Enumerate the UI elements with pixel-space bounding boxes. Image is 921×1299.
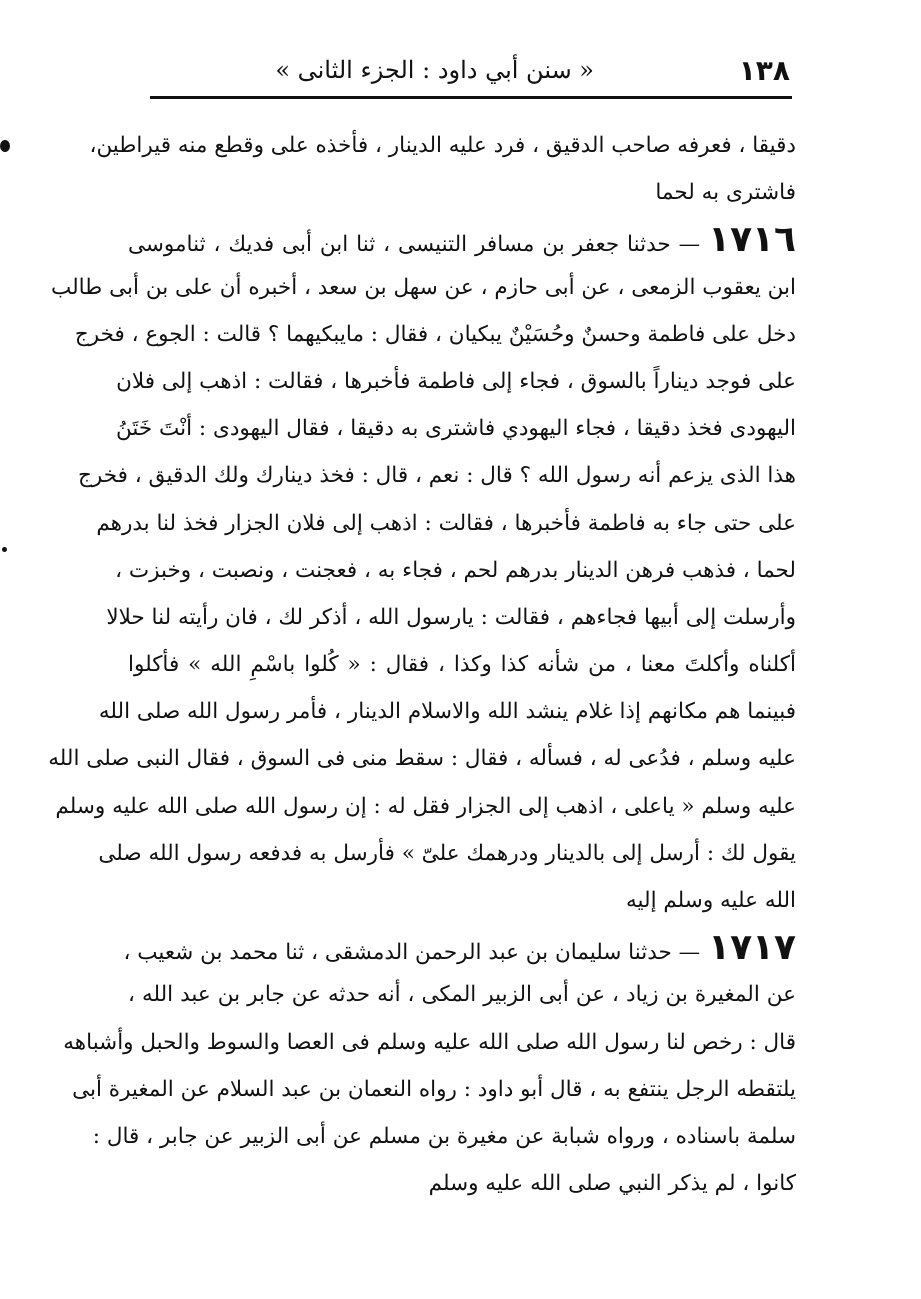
text-line: كانوا ، لم يذكر النبي صلى الله عليه وسلم: [428, 1171, 796, 1197]
text-line: فاشترى به لحما: [655, 180, 796, 206]
margin-mark: [0, 140, 10, 152]
running-title: « سنن أبي داود : الجزء الثانى »: [275, 56, 594, 84]
page-number: ١٣٨: [738, 54, 790, 87]
text-line: سلمة باسناده ، ورواه شبابة عن مغيرة بن مسلم عن أبى الزبير عن جابر ، قال :: [92, 1123, 796, 1149]
text-line: ابن يعقوب الزمعى ، عن أبى حازم ، عن سهل بن سعد ، أخبره أن على بن أبى طالب: [50, 274, 796, 300]
hadith-opening-text: — حدثنا سليمان بن عبد الرحمن الدمشقى ، ثنا محمد بن شعيب ،: [123, 940, 701, 966]
text-line: يلتقطه الرجل ينتفع به ، قال أبو داود : رواه النعمان بن عبد السلام عن المغيرة أبى: [72, 1076, 796, 1102]
hadith-number: ١٧١٧: [708, 927, 796, 969]
body-text: [48, 122, 796, 1207]
text-line: الله عليه وسلم إليه: [626, 888, 796, 913]
margin-mark: [2, 547, 7, 552]
text-line: عليه وسلم ، فدُعى له ، فسأله ، فقال : سقط منى فى السوق ، فقال النبى صلى الله: [48, 746, 796, 772]
header-rule: [150, 96, 792, 99]
text-line: وأرسلت إلى أبيها فجاءهم ، فقالت : يارسول الله ، أذكر لك ، فان رأيته لنا حلالا: [106, 604, 796, 630]
hadith-first-line: [123, 924, 796, 971]
page-header: [150, 50, 790, 96]
text-line: دخل على فاطمة وحسنٌ وحُسَيْنٌ يبكيان ، فقال : مايبكيهما ؟ قالت : الجوع ، فخرج: [74, 321, 796, 347]
text-line: هذا الذى يزعم أنه رسول الله ؟ قال : نعم ، قال : فخذ دينارك ولك الدقيق ، فخرج: [78, 463, 796, 489]
text-line: اليهودى فخذ دقيقا ، فجاء اليهودي فاشترى به دقيقا ، فقال اليهودى : أنْتَ خَتَنُ: [116, 416, 796, 442]
hadith-number: ١٧١٦: [708, 219, 796, 261]
text-line: أكلناه وأكلتَ معنا ، من شأنه كذا وكذا ، فقال : « كُلوا باسْمِ الله » فأكلوا: [128, 652, 796, 678]
text-line: عليه وسلم « ياعلى ، اذهب إلى الجزار فقل له : إن رسول الله صلى الله عليه وسلم: [55, 793, 796, 819]
text-line: على فوجد ديناراً بالسوق ، فجاء إلى فاطمة فأخبرها ، فقالت : اذهب إلى فلان: [116, 368, 796, 394]
text-line: يقول لك : أرسل إلى بالدينار ودرهمك علىّ » فأرسل به فدفعه رسول الله صلى: [98, 840, 796, 866]
text-line: عن المغيرة بن زياد ، عن أبى الزبير المكى ، أنه حدثه عن جابر بن عبد الله ،: [128, 982, 796, 1008]
hadith-first-line: [128, 216, 796, 263]
hadith-opening-text: — حدثنا جعفر بن مسافر التنيسى ، ثنا ابن أبى فديك ، ثناموسى: [128, 232, 701, 258]
text-line: قال : رخص لنا رسول الله صلى الله عليه وسلم فى العصا والسوط والحبل وأشباهه: [63, 1029, 796, 1055]
text-line: دقيقا ، فعرفه صاحب الدقيق ، فرد عليه الدينار ، فأخذه على وقطع منه قيراطين،: [89, 133, 796, 158]
text-line: فبينما هم مكانهم إذا غلام ينشد الله والاسلام الدينار ، فأمر رسول الله صلى الله: [98, 699, 796, 725]
text-line: على حتى جاء به فاطمة فأخبرها ، فقالت : اذهب إلى فلان الجزار فخذ لنا بدرهم: [96, 510, 796, 536]
text-line: لحما ، فذهب فرهن الدينار بدرهم لحم ، فجاء به ، فعجنت ، ونصبت ، وخبزت ،: [115, 557, 796, 583]
